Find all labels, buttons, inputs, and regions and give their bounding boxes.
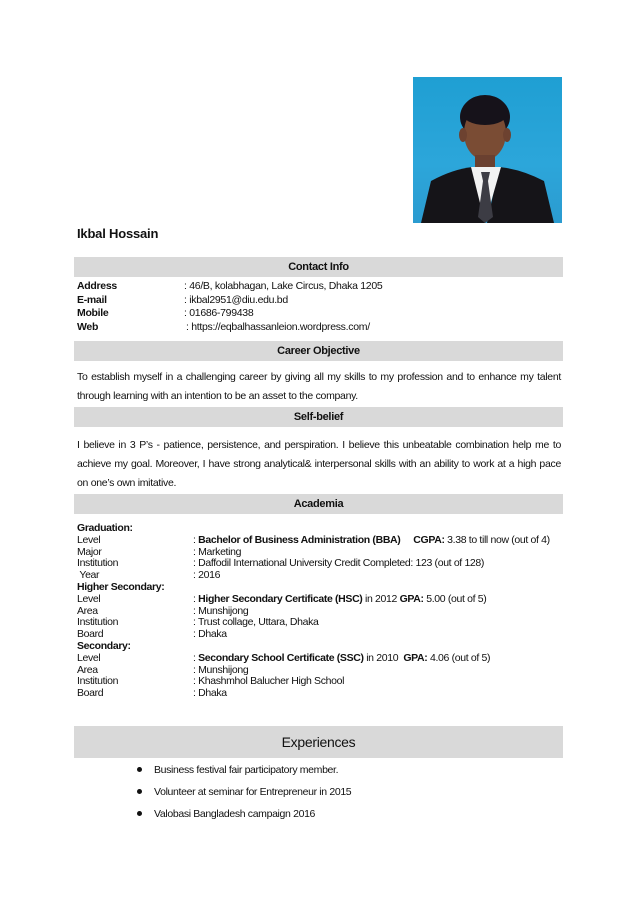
profile-photo [413, 77, 562, 223]
degree-bba: Bachelor of Business Administration (BBA) [198, 533, 401, 546]
bullet-icon [137, 811, 142, 816]
bullet-icon [137, 789, 142, 794]
web-label: Web [77, 320, 99, 333]
bullet-icon [137, 767, 142, 772]
degree-ssc: Secondary School Certificate (SSC) [198, 651, 364, 664]
candidate-name: Ikbal Hossain [77, 226, 159, 241]
experiences-heading: Experiences [74, 726, 563, 758]
self-belief-heading: Self-belief [74, 407, 563, 427]
self-belief-text: I believe in 3 P’s - patience, persistence, and perspiration. I believe this unbeatable combination help me to achieve my goal. Moreover, I have strong analytical& interpersonal skills with an ability to work at a high pace on one’s own imitative. [77, 439, 561, 489]
career-objective-text: To establish myself in a challenging career by giving all my skills to my profession and to enhance my talent through learning with an intention to be an asset to the company. [77, 371, 561, 402]
email-label: E-mail [77, 293, 107, 306]
address-value: : 46/B, kolabhagan, Lake Circus, Dhaka 1205 [184, 280, 383, 292]
mobile-value: : 01686-799438 [184, 307, 254, 319]
web-link[interactable]: : https://eqbalhassanleion.wordpress.com/ [186, 320, 370, 333]
mobile-label: Mobile [77, 307, 109, 319]
email-value[interactable]: : ikbal2951@diu.edu.bd [184, 293, 288, 306]
academia-heading: Academia [74, 494, 563, 514]
address-label: Address [77, 280, 117, 292]
contact-info-heading: Contact Info [74, 257, 563, 277]
degree-hsc: Higher Secondary Certificate (HSC) [198, 592, 363, 605]
career-objective-heading: Career Objective [74, 341, 563, 361]
